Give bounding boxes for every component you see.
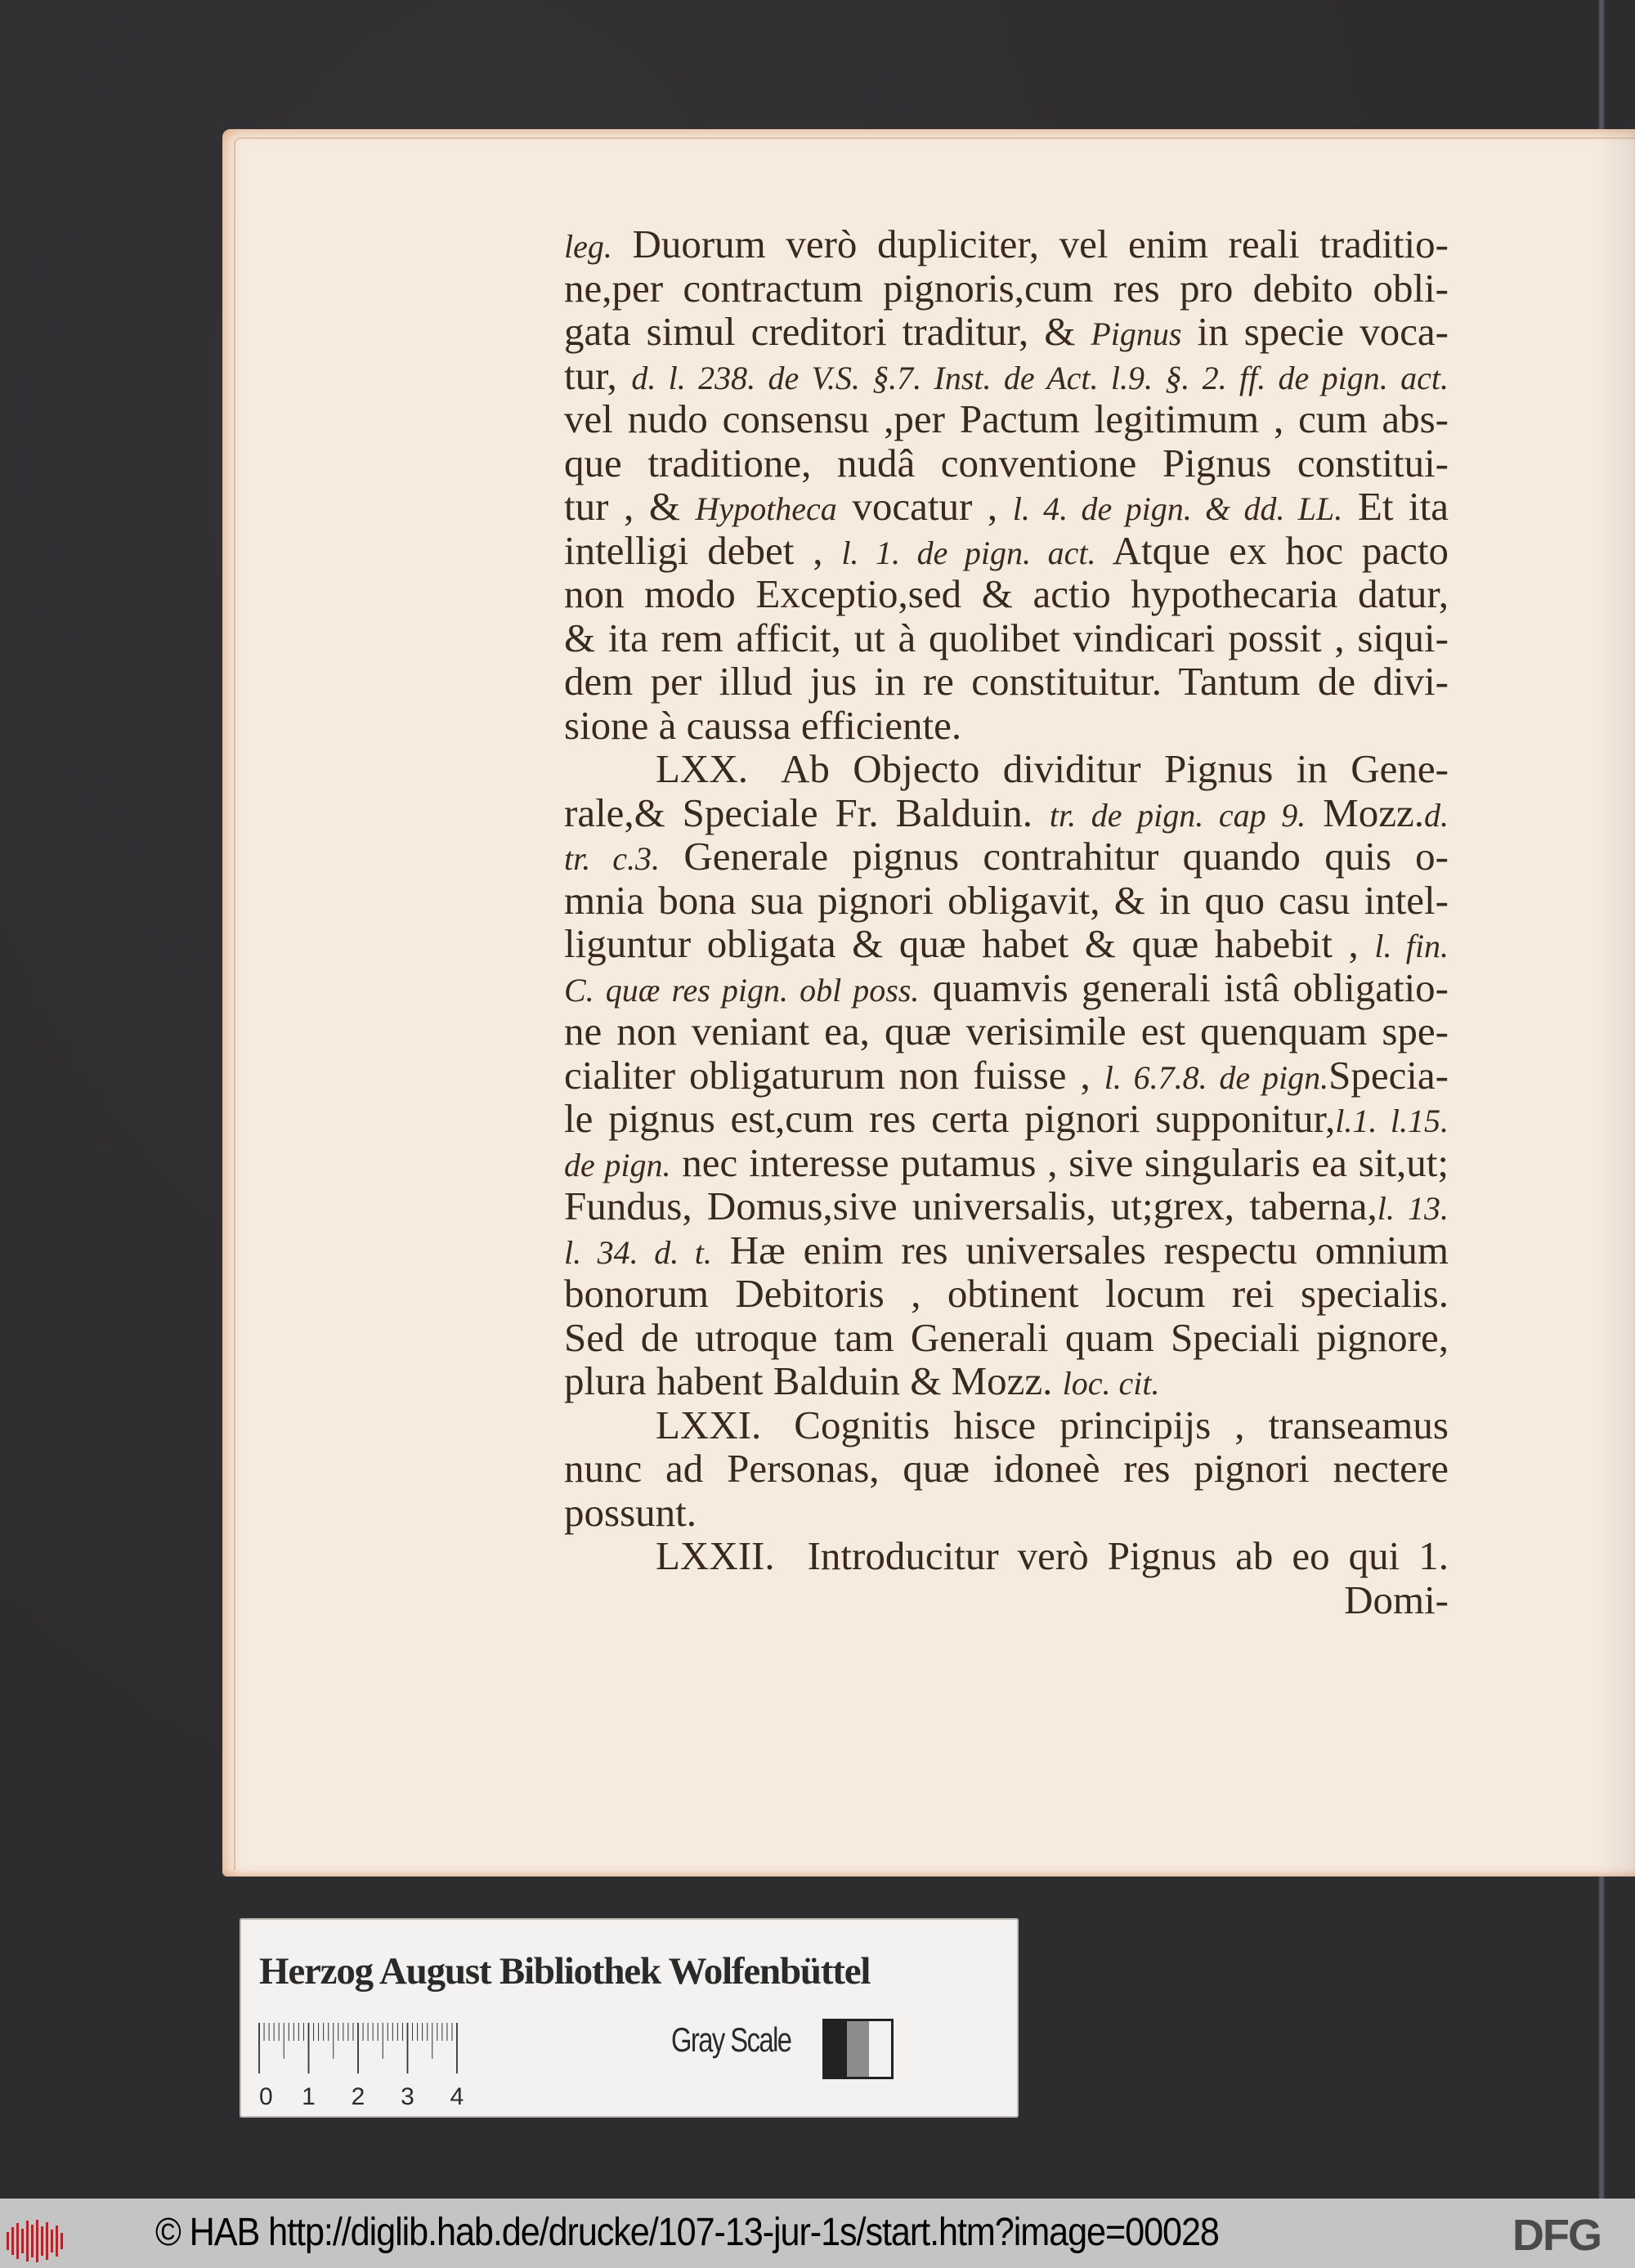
body-text: plura habent Balduin & Mozz. bbox=[564, 1358, 1063, 1403]
dfg-logo-icon: DFG bbox=[1512, 2211, 1601, 2260]
text-line bbox=[564, 1272, 1449, 1316]
text-line bbox=[564, 1403, 1449, 1447]
text-line bbox=[564, 1228, 1449, 1273]
text-line bbox=[564, 397, 1449, 441]
text-line bbox=[564, 266, 1449, 311]
text-line bbox=[564, 922, 1449, 966]
text-line bbox=[564, 616, 1449, 660]
body-text: gata simul creditori traditur, & bbox=[564, 309, 1091, 354]
body-text: ne non veniant ea, quæ verisimile est quenquam spe- bbox=[564, 1009, 1449, 1053]
section-number: LXXI. bbox=[656, 1402, 762, 1447]
body-text: rale,& Speciale Fr. Balduin. bbox=[564, 790, 1050, 835]
svg-text:1: 1 bbox=[302, 2083, 316, 2110]
text-line bbox=[564, 1184, 1449, 1228]
body-text: intelligi debet , bbox=[564, 527, 842, 573]
text-line bbox=[564, 879, 1449, 923]
citation-text: d. l. 238. de V.S. §.7. Inst. de Act. l.9. §. 2. ff. de pign. act. bbox=[631, 359, 1449, 396]
body-text: nec interesse putamus , sive singularis ea sit,ut; bbox=[670, 1139, 1449, 1185]
hab-logo-icon bbox=[3, 2218, 69, 2264]
text-line bbox=[564, 222, 1449, 266]
text-line bbox=[564, 572, 1449, 616]
text-line bbox=[564, 310, 1449, 354]
body-text: in specie voca- bbox=[1181, 309, 1449, 354]
body-text: Introducitur verò Pignus ab eo qui 1. bbox=[807, 1533, 1449, 1578]
body-text: non modo Exceptio,sed & actio hypothecaria datur, bbox=[564, 571, 1449, 616]
text-line bbox=[564, 791, 1449, 835]
body-text: dem per illud jus in re constituitur. Tantum de divi- bbox=[564, 659, 1449, 704]
text-line bbox=[564, 1578, 1449, 1622]
citation-text: de pign. bbox=[564, 1146, 671, 1183]
citation-text: leg. bbox=[564, 228, 612, 265]
body-text: Generale pignus contrahitur quando quis o- bbox=[660, 834, 1449, 879]
gray-swatch-light bbox=[869, 2021, 891, 2077]
citation-text: loc. cit. bbox=[1062, 1365, 1160, 1402]
citation-text: l. 4. de pign. & dd. LL. bbox=[1012, 490, 1343, 527]
citation-text: Hypotheca bbox=[695, 490, 837, 527]
text-line bbox=[564, 1053, 1449, 1098]
body-text: quamvis generali istâ obligatio- bbox=[919, 964, 1449, 1010]
body-text: Et ita bbox=[1342, 484, 1449, 529]
svg-text:3: 3 bbox=[401, 2083, 414, 2110]
body-text: Domi- bbox=[1344, 1577, 1449, 1622]
body-text: sione à caussa efficiente. bbox=[564, 702, 962, 748]
text-line bbox=[564, 747, 1449, 791]
copyright-permalink[interactable]: © HAB http://diglib.hab.de/drucke/107-13-jur-1s/start.htm?image=00028 bbox=[155, 2211, 1219, 2254]
body-text: possunt. bbox=[564, 1489, 697, 1535]
section-number: LXX. bbox=[656, 746, 748, 791]
body-text: vocatur , bbox=[836, 484, 1013, 529]
text-line bbox=[564, 354, 1449, 398]
citation-text: tr. de pign. cap 9. bbox=[1049, 796, 1306, 834]
body-text: ne,per contractum pignoris,cum res pro debito obli- bbox=[564, 265, 1449, 311]
citation-text: l.1. l.15. bbox=[1335, 1103, 1449, 1139]
citation-text: l. fin. bbox=[1374, 928, 1449, 964]
body-text: bonorum Debitoris , obtinent locum rei specialis. bbox=[564, 1271, 1449, 1316]
body-text: nunc ad Personas, quæ idoneè res pignori nectere bbox=[564, 1446, 1449, 1491]
body-text: le pignus est,cum res certa pignori supponitur, bbox=[564, 1096, 1336, 1141]
body-text: tur , & bbox=[564, 484, 696, 529]
body-text: & ita rem afficit, ut à quolibet vindicari possit , siqui- bbox=[564, 615, 1449, 660]
body-text: vel nudo consensu ,per Pactum legitimum , cum abs- bbox=[564, 396, 1449, 441]
citation-text: l. 6.7.8. de pign. bbox=[1104, 1058, 1329, 1096]
text-line bbox=[564, 834, 1449, 879]
body-text: Sed de utroque tam Generali quam Speciali pignore, bbox=[564, 1314, 1449, 1360]
svg-text:4: 4 bbox=[450, 2083, 464, 2110]
svg-text:0: 0 bbox=[259, 2083, 273, 2110]
page-body-text bbox=[564, 222, 1449, 1622]
body-text: Fundus, Domus,sive universalis, ut;grex, taberna, bbox=[564, 1183, 1377, 1228]
body-text: tur, bbox=[564, 352, 632, 398]
body-text: Atque ex hoc pacto bbox=[1095, 527, 1449, 573]
body-text: Specia- bbox=[1328, 1052, 1449, 1098]
svg-text:2: 2 bbox=[351, 2083, 365, 2110]
text-line bbox=[564, 966, 1449, 1010]
body-text: Cognitis hisce principijs , transeamus bbox=[794, 1402, 1449, 1447]
text-line bbox=[564, 1359, 1449, 1403]
citation-text: Pignus bbox=[1091, 315, 1182, 352]
citation-text: l. 34. d. t. bbox=[564, 1233, 712, 1271]
text-line bbox=[564, 1316, 1449, 1360]
text-line bbox=[564, 485, 1449, 529]
page-gutter-shadow bbox=[1596, 129, 1635, 1877]
body-text: Mozz. bbox=[1306, 790, 1425, 835]
color-reference-card bbox=[240, 1918, 1019, 2118]
section-number: LXXII. bbox=[656, 1533, 775, 1578]
text-line bbox=[564, 529, 1449, 573]
body-text: Duorum verò dupliciter, vel enim reali traditio- bbox=[611, 221, 1449, 266]
text-line bbox=[564, 704, 1449, 748]
text-line bbox=[564, 1491, 1449, 1535]
citation-text: tr. c.3. bbox=[564, 840, 661, 877]
text-line bbox=[564, 1534, 1449, 1578]
text-line bbox=[564, 1009, 1449, 1053]
text-line bbox=[564, 1097, 1449, 1141]
gray-scale-swatches bbox=[822, 2019, 894, 2079]
body-text: mnia bona sua pignori obligavit, & in quo casu intel- bbox=[564, 877, 1449, 923]
text-line bbox=[564, 1141, 1449, 1185]
body-text: Hæ enim res universales respectu omnium bbox=[711, 1227, 1449, 1273]
gray-swatch-dark bbox=[825, 2021, 847, 2077]
body-text: cialiter obligaturum non fuisse , bbox=[564, 1052, 1104, 1098]
body-text: liguntur obligata & quæ habet & quæ habebit , bbox=[564, 921, 1375, 966]
footer-bar bbox=[0, 2199, 1635, 2268]
citation-text: C. quæ res pign. obl poss. bbox=[564, 971, 920, 1009]
citation-text: l. 1. de pign. act. bbox=[841, 534, 1096, 571]
citation-text: d. bbox=[1424, 796, 1449, 834]
citation-text: l. 13. bbox=[1377, 1190, 1449, 1227]
text-line bbox=[564, 441, 1449, 485]
ruler-ticks-icon bbox=[258, 2016, 478, 2114]
body-text: que traditione, nudâ conventione Pignus constitui- bbox=[564, 440, 1449, 485]
library-name: Herzog August Bibliothek Wolfenbüttel bbox=[259, 1950, 871, 1993]
gray-scale-label: Gray Scale bbox=[671, 2020, 791, 2059]
gray-swatch-mid bbox=[847, 2021, 869, 2077]
body-text: Ab Objecto dividitur Pignus in Gene- bbox=[780, 746, 1449, 791]
text-line bbox=[564, 1447, 1449, 1491]
centimeter-ruler bbox=[258, 2016, 470, 2114]
text-line bbox=[564, 660, 1449, 704]
